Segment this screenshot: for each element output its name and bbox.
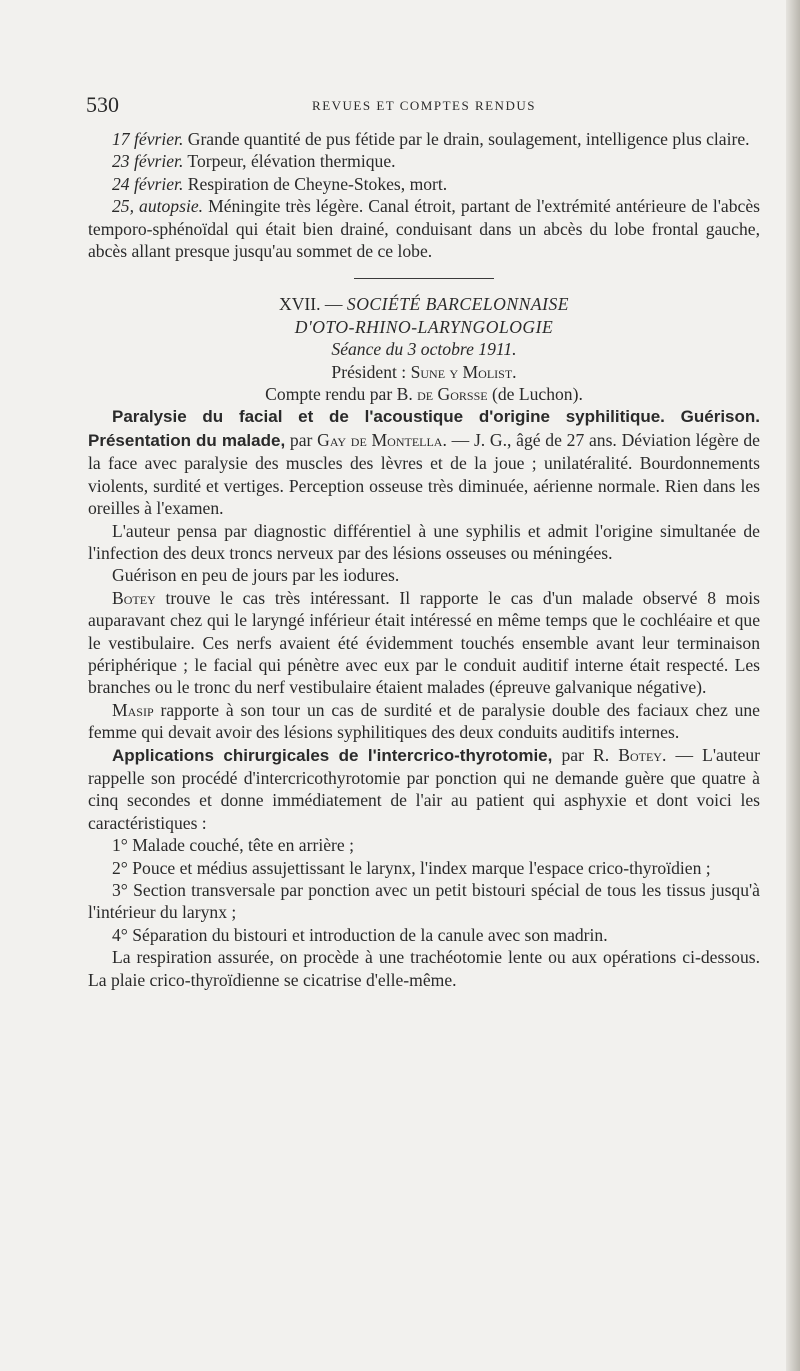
compte-suffix: (de Luchon).	[487, 384, 583, 405]
entry-paragraph	[88, 150, 760, 172]
president-name: Sune y Molist	[410, 361, 513, 382]
article1-paragraph	[88, 405, 760, 519]
p5-text: rapporte à son tour un cas de surdité et de paralysie double des faciaux chez une femme qui devait avoir des lésions syphilitiques des deux conduits auditifs internes.	[88, 699, 760, 743]
list-item: 3° Section transversale par ponction avec un petit bistouri spécial de tous les tissus jusqu'à l'intérieur du larynx ;	[88, 880, 760, 923]
page-edge	[786, 0, 800, 1371]
entry-text: Grande quantité de pus fétide par le drain, soulagement, intelligence plus claire.	[183, 129, 750, 149]
entry-text: Respiration de Cheyne-Stokes, mort.	[183, 173, 448, 194]
seance-date: Séance du 3 octobre 1911.	[331, 339, 517, 360]
list-item: 2° Pouce et médius assujettissant le larynx, l'index marque l'espace crico-thyroïdien ;	[112, 857, 711, 878]
section-number: XVII. —	[278, 294, 347, 315]
entry-date: 24 février.	[112, 173, 184, 194]
article1-by: par	[285, 429, 318, 450]
article2-rest: . — L'auteur rappelle son procédé d'intercricothyrotomie par ponction qui ne demande guère que quatre à cinq secondes et donne immédiatement de l'air au patient qui asphyxie et dont voici les caractéristiques :	[88, 744, 761, 833]
article1-p4	[88, 587, 760, 699]
page-number: 530	[86, 92, 119, 117]
article1-p5	[88, 699, 760, 744]
entry-paragraph	[88, 128, 760, 150]
article1-author: Gay de Montella	[317, 429, 443, 450]
p4-text: trouve le cas très intéressant. Il rapporte le cas d'un malade observé 8 mois auparavant chez qui le laryngé inférieur était intéressé en même temps que le cochléaire et que le vestibulaire. Ces nerfs avaient été évidemment touchés ensemble avant leur terminaison périphérique ; le facial qui pénètre avec eux par le conduit auditif interne était respecté. Les branches ou le tronc du nerf vestibulaire étaient malades (épreuve galvanique négative).	[88, 587, 760, 698]
article2-paragraph	[88, 744, 760, 835]
article2-by: par R.	[552, 744, 619, 765]
p5-name: Masip	[112, 699, 154, 720]
entry-paragraph	[88, 173, 760, 195]
president-line	[88, 361, 760, 383]
p4-name: Botey	[112, 587, 156, 608]
compte-name: de Gorsse	[417, 384, 488, 405]
article1-p2: L'auteur pensa par diagnostic différentiel à une syphilis et admit l'origine simultanée de l'infection des deux troncs nerveux par des lésions osseuses ou méningées.	[88, 520, 760, 563]
president-suffix: .	[512, 361, 517, 382]
entry-paragraph	[88, 195, 760, 262]
section-title-line1: SOCIÉTÉ BARCELONNAISE	[346, 294, 570, 315]
page-header	[88, 92, 760, 128]
list-item: 1° Malade couché, tête en arrière ;	[112, 835, 354, 856]
section-heading	[88, 293, 760, 315]
article2-closing: La respiration assurée, on procède à une trachéotomie lente ou aux opérations ci-dessous. La plaie crico-thyroïdienne se cicatrise d'elle-même.	[88, 947, 760, 990]
article1-title: Paralysie du facial et de l'acoustique d'origine syphilitique. Guérison. Présentation du malade,	[88, 407, 760, 450]
entry-text: Torpeur, élévation thermique.	[183, 151, 396, 172]
page	[88, 92, 760, 991]
section-title-line2: D'OTO-RHINO-LARYNGOLOGIE	[294, 316, 554, 337]
article2-title: Applications chirurgicales de l'intercrico-thyrotomie,	[112, 745, 553, 765]
compte-prefix: Compte rendu par B.	[265, 384, 418, 405]
entry-date: 23 février.	[112, 151, 184, 172]
compte-rendu-line	[88, 383, 760, 405]
entry-date: 17 février.	[112, 129, 184, 149]
article1-p3: Guérison en peu de jours par les iodures.	[112, 565, 400, 586]
article1-rest: . — J. G., âgé de 27 ans. Déviation légère de la face avec paralysie des muscles des lèvres et de la joue ; unilatéralité. Bourdonnements violents, surdité et vertiges. Perception osseuse très diminuée, aérienne normale. Rien dans les oreilles à l'examen.	[88, 429, 760, 519]
entry-text: Méningite très légère. Canal étroit, partant de l'extrémité antérieure de l'abcès temporo-sphénoïdal qui était bien drainé, conduisant dans un abcès du lobe frontal gauche, abcès allant presque jusqu'au sommet de ce lobe.	[88, 196, 760, 262]
body-text	[88, 128, 760, 991]
running-title: REVUES ET COMPTES RENDUS	[312, 98, 536, 113]
section-divider	[354, 278, 494, 279]
entry-date: 25, autopsie.	[112, 196, 204, 217]
article2-author: Botey	[618, 744, 662, 765]
list-item: 4° Séparation du bistouri et introduction de la canule avec son madrin.	[112, 924, 608, 945]
president-prefix: Président :	[331, 361, 411, 382]
